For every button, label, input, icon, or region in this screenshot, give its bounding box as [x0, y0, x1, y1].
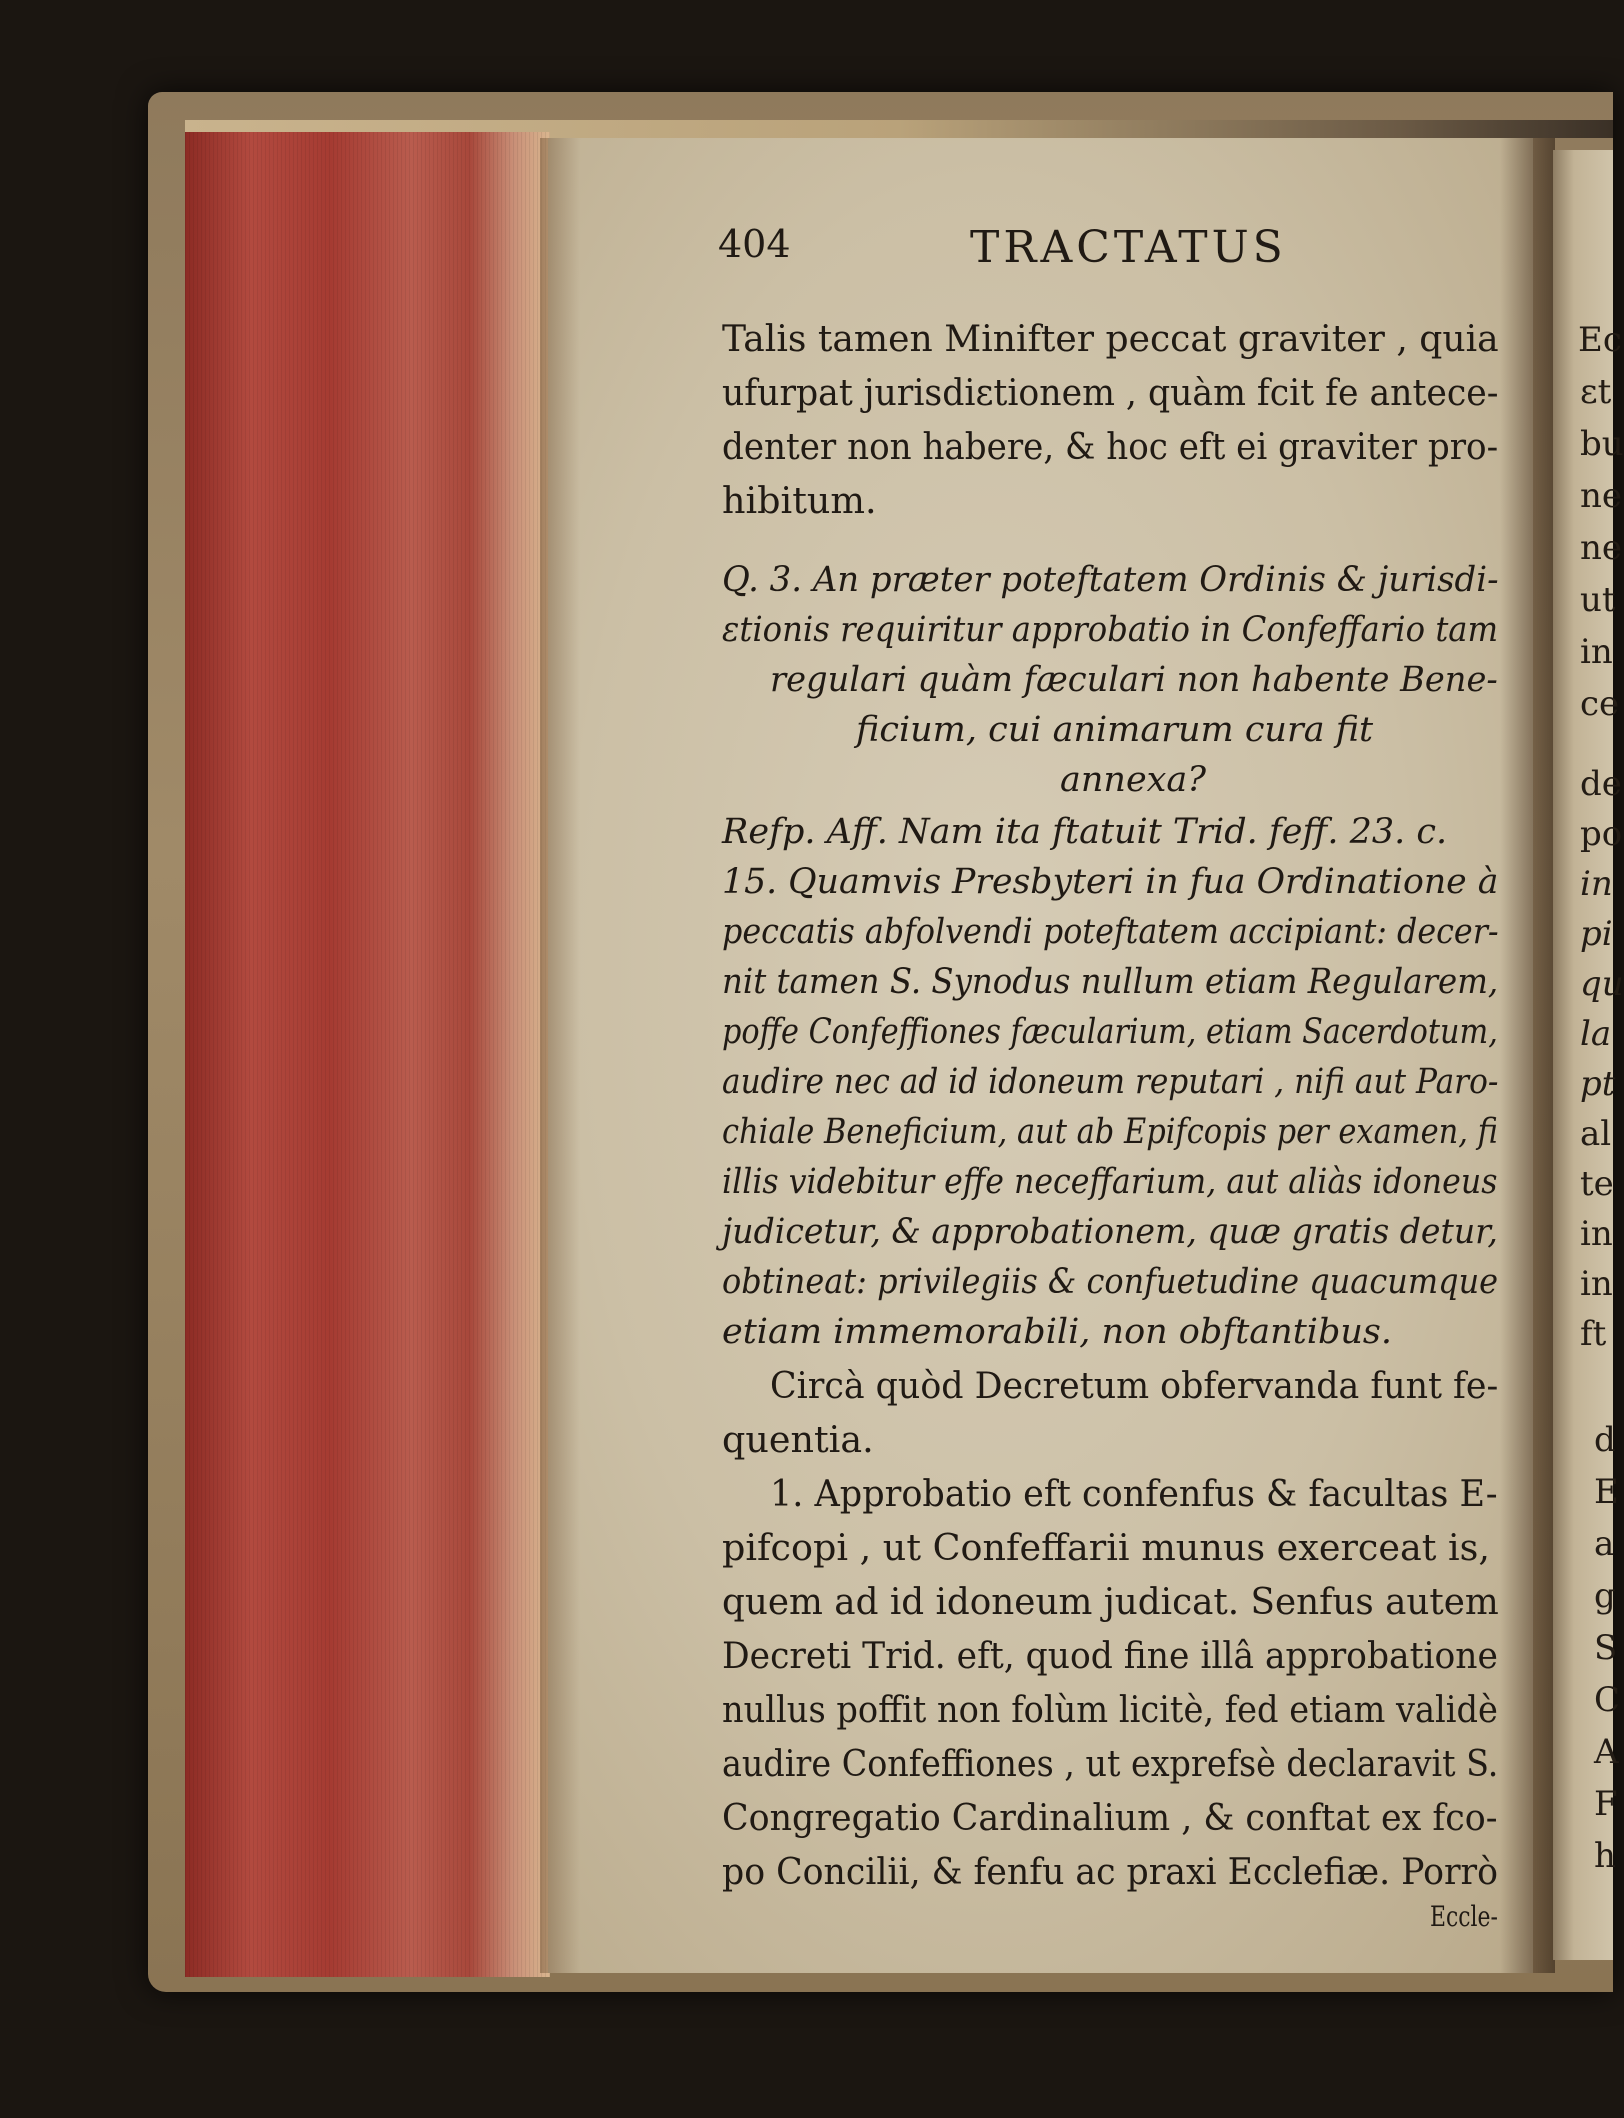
text-line-13: nit tamen S. Synodus nullum etiam Regularem,	[722, 962, 1499, 1002]
question-line-5: annexa?	[1060, 760, 1207, 800]
text-line-21: Circà quòd Decretum obfervanda funt fe-	[770, 1364, 1499, 1407]
text-line-27: nullus poffit non folùm licitè, fed etiam validè	[722, 1688, 1498, 1731]
text-line-3: denter non habere, & hoc eft ei graviter pro-	[722, 425, 1499, 468]
text-line-1: Talis tamen Minifter peccat graviter , quia	[722, 317, 1499, 360]
facing-fragment-1: Ec	[1578, 320, 1622, 360]
facing-fragment-26: C	[1594, 1680, 1621, 1720]
facing-fragment-9: de	[1580, 764, 1622, 804]
facing-fragment-10: po	[1580, 814, 1623, 854]
facing-fragment-21: d	[1594, 1420, 1616, 1460]
facing-fragment-14: la	[1580, 1014, 1612, 1054]
text-line-15: audire nec ad id idoneum reputari , nifi aut Paro-	[722, 1062, 1499, 1102]
text-line-29: Congregatio Cardinalium , & conftat ex fco-	[722, 1796, 1498, 1839]
facing-fragment-15: pt	[1580, 1064, 1616, 1104]
text-line-23: 1. Approbatio eft confenfus & facultas E-	[770, 1472, 1498, 1515]
facing-fragment-17: te	[1580, 1164, 1614, 1204]
facing-fragment-5: ne	[1580, 528, 1623, 568]
facing-fragment-24: g	[1594, 1576, 1616, 1616]
question-line-2: ɛtionis requiritur approbatio in Confeffario tam	[722, 610, 1499, 650]
text-line-2: ufurpat jurisdiɛtionem , quàm fcit fe antece-	[722, 371, 1499, 414]
facing-fragment-18: in	[1580, 1214, 1613, 1254]
facing-fragment-12: pi	[1580, 914, 1613, 954]
facing-fragment-20: ft	[1580, 1314, 1607, 1354]
facing-fragment-19: in	[1580, 1264, 1613, 1304]
facing-fragment-23: a	[1594, 1524, 1615, 1564]
facing-fragment-7: in	[1580, 632, 1613, 672]
text-line-26: Decreti Trid. eft, quod fine illâ approbatione	[722, 1634, 1498, 1677]
text-line-17: illis videbitur effe neceffarium, aut aliàs idoneus	[722, 1162, 1498, 1202]
facing-fragment-6: ut	[1580, 580, 1616, 620]
text-line-10: Refp. Aff. Nam ita ftatuit Trid. feff. 23. c.	[722, 812, 1448, 852]
facing-fragment-25: S	[1594, 1628, 1618, 1668]
page-number: 404	[718, 222, 791, 266]
text-line-30: po Concilii, & fenfu ac praxi Ecclefiæ. Porrò	[722, 1850, 1499, 1893]
text-line-11: 15. Quamvis Presbyteri in fua Ordinatione à	[722, 862, 1499, 902]
running-head: TRACTATUS	[970, 222, 1287, 273]
text-line-25: quem ad id idoneum judicat. Senfus autem	[722, 1580, 1499, 1623]
question-line-4: ficium, cui animarum cura fit	[856, 710, 1374, 750]
text-line-19: obtineat: privilegiis & confuetudine quacumque	[722, 1262, 1499, 1302]
facing-fragment-28: F	[1594, 1784, 1618, 1824]
text-line-16: chiale Beneficium, aut ab Epifcopis per examen, fi	[722, 1112, 1498, 1152]
question-line-1: Q. 3. An præter poteftatem Ordinis & jurisdi-	[722, 560, 1499, 600]
facing-fragment-11: in	[1580, 864, 1613, 904]
text-line-28: audire Confeffiones , ut exprefsè declaravit S.	[722, 1742, 1499, 1785]
text-line-14: poffe Confeffiones fæcularium, etiam Sacerdotum,	[722, 1012, 1498, 1052]
text-line-4: hibitum.	[722, 479, 877, 522]
text-line-22: quentia.	[722, 1418, 874, 1461]
facing-fragment-27: A	[1594, 1732, 1619, 1772]
text-line-24: pifcopi , ut Confeffarii munus exerceat is,	[722, 1526, 1490, 1569]
facing-fragment-13: qu	[1580, 964, 1624, 1004]
facing-fragment-2: ɛt	[1580, 372, 1612, 412]
facing-fragment-3: bu	[1580, 424, 1624, 464]
text-line-12: peccatis abfolvendi poteftatem accipiant: decer-	[722, 912, 1499, 952]
catchword: Eccle-	[1430, 1900, 1498, 1933]
facing-fragment-22: E	[1594, 1472, 1619, 1512]
facing-fragment-4: ne	[1580, 476, 1623, 516]
text-line-20: etiam immemorabili, non obftantibus.	[722, 1312, 1393, 1352]
question-line-3: regulari quàm fæculari non habente Bene-	[770, 660, 1498, 700]
facing-fragment-16: al	[1580, 1114, 1612, 1154]
facing-fragment-8: ce	[1580, 684, 1620, 724]
text-line-18: judicetur, & approbationem, quæ gratis detur,	[722, 1212, 1498, 1252]
facing-fragment-29: h	[1594, 1836, 1616, 1876]
